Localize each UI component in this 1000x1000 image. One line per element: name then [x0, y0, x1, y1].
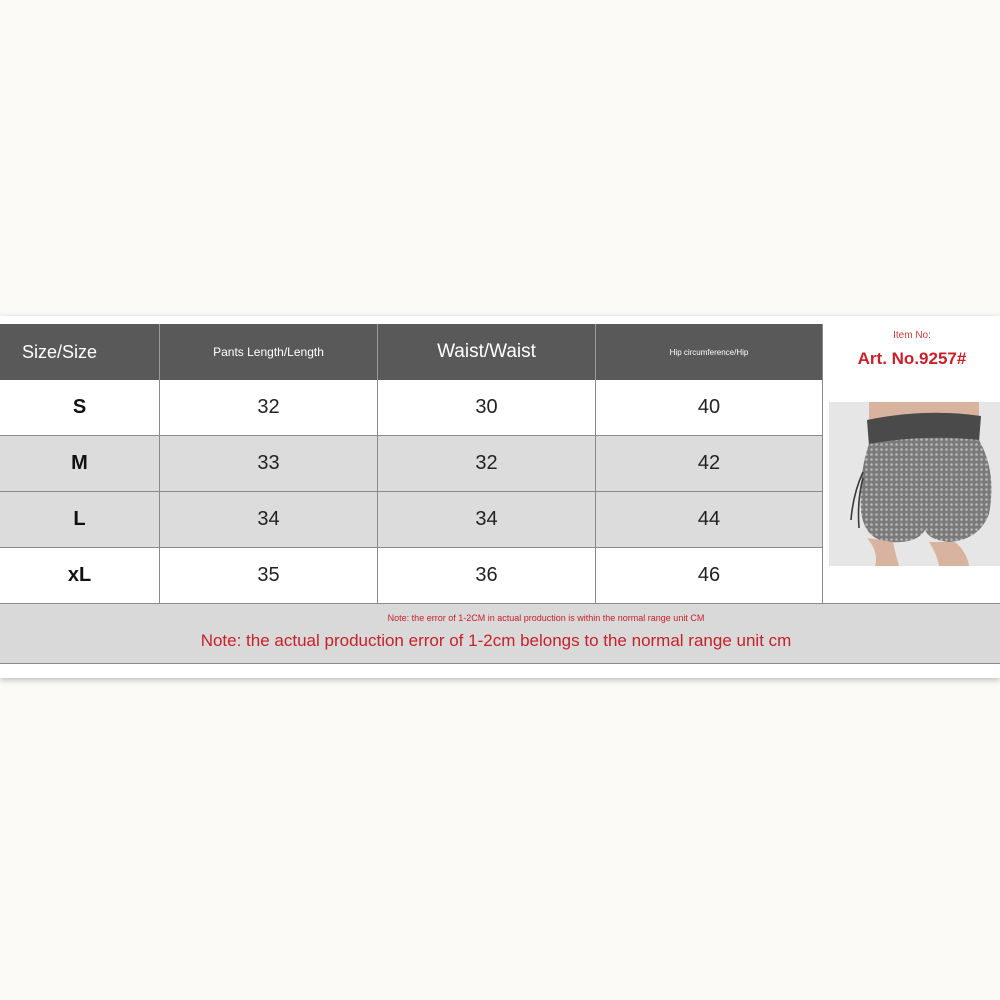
- header-pants-length: Pants Length/Length: [160, 324, 378, 380]
- row-xl-size: xL: [0, 548, 160, 604]
- row-xl-hip: 46: [596, 548, 822, 604]
- row-m-waist: 32: [378, 436, 596, 492]
- note-small: Note: the error of 1-2CM in actual production is within the normal range unit CM: [387, 613, 705, 623]
- row-xl-pants-length: 35: [160, 548, 378, 604]
- notes-bar: [0, 604, 1000, 664]
- row-s-hip: 40: [596, 380, 822, 436]
- art-number: Art. No.9257#: [857, 349, 967, 368]
- item-number-label: Item No:: [893, 330, 931, 341]
- size-chart: [0, 316, 1000, 678]
- row-xl-waist: 36: [378, 548, 596, 604]
- header-hip: Hip circumference/Hip: [596, 324, 822, 380]
- row-l-size: L: [0, 492, 160, 548]
- note-large: Note: the actual production error of 1-2cm belongs to the normal range unit cm: [200, 631, 792, 650]
- row-l-hip: 44: [596, 492, 822, 548]
- row-s-waist: 30: [378, 380, 596, 436]
- row-m-hip: 42: [596, 436, 822, 492]
- product-panel: [822, 324, 1000, 604]
- header-size: Size/Size: [0, 324, 160, 380]
- shorts-photo-icon: [829, 402, 1000, 566]
- size-table: [0, 324, 1000, 668]
- row-m-pants-length: 33: [160, 436, 378, 492]
- row-s-size: S: [0, 380, 160, 436]
- row-l-pants-length: 34: [160, 492, 378, 548]
- row-m-size: M: [0, 436, 160, 492]
- row-s-pants-length: 32: [160, 380, 378, 436]
- row-l-waist: 34: [378, 492, 596, 548]
- header-waist: Waist/Waist: [378, 324, 596, 380]
